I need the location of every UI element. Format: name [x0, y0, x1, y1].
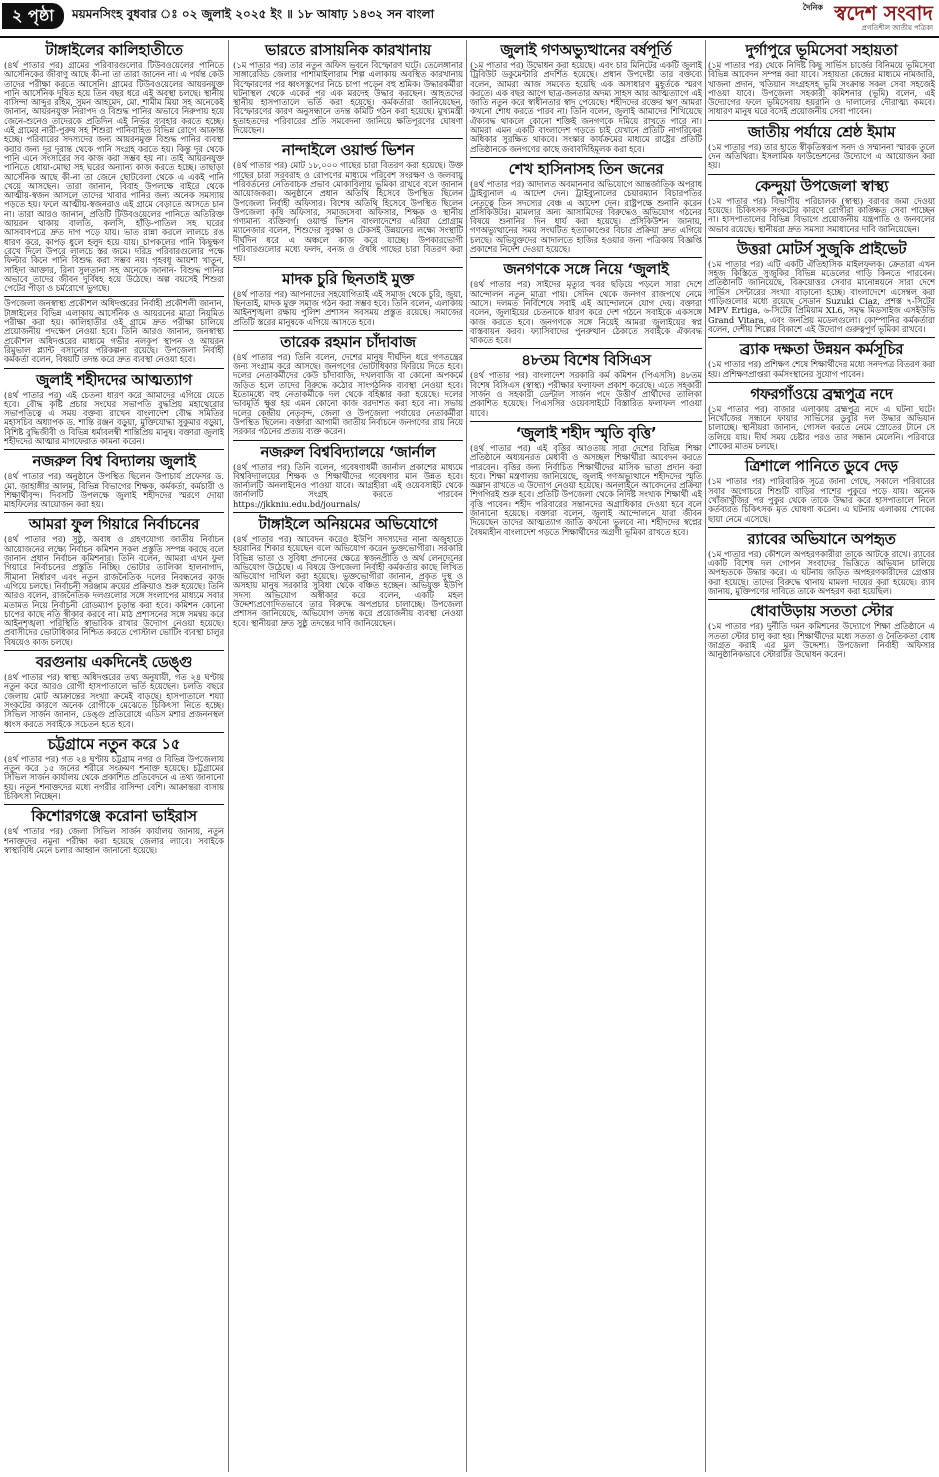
article-body: (১ম পাতার পর) বিভাগীয় পরিচালক (স্বাস্থ্য) বরাবর জমা দেওয়া হয়েছে। চিকিৎসক সংকটের কারণে রোগীরা কাঙ্ক্ষিত সেবা পাচ্ছেন না। হাসপাতালের বিভিন্ন বিভাগে প্রয়োজনীয় যন্ত্রপাতি ও জনবলের অভাব রয়েছে। স্থানীয়রা দ্রুত সমস্যা সমাধানের দাবি জানিয়েছেন।: [708, 195, 935, 234]
article-body: (৪র্থ পাতার পর) এই চেতনা ধারণ করে আমাদের এগিয়ে যেতে হবে। বৌদ্ধ কৃষ্টি প্রচার সংঘের সভাপতি বুদ্ধপ্রিয় মহাথেরোর সভাপতিত্বে এ সময় বক্তব্য রাখেন বাংলাদেশ বৌদ্ধ সমিতির মহাসচিব অধ্যাপক ড. শান্তি রঞ্জন বড়ুয়া, মুক্তিযোদ্ধা সুকুমার বড়ুয়া, বিশিষ্ট বুদ্ধিজীবী ও বিভিন্ন ধর্মাবলম্বী শান্তিপ্রিয় মানুষ। বক্তারা জুলাই শহীদদের আত্মার মাগফেরাত কামনা করেন।: [4, 389, 224, 446]
headline: ‘জুলাই শহীদ স্মৃতি বৃত্তি’: [515, 423, 657, 442]
headline: শেখ হাসিনাসহ তিন জনের: [508, 159, 664, 178]
masthead-prefix: দৈনিক: [802, 3, 823, 12]
article-body: (১ম পাতার পর) তার নতুন অফিস ভবনে বিস্ফোরণ ঘটে। তেলেঙ্গানার সাঙ্গারেড্ডি জেলার পাশামাইলারাম শিল্প এলাকায় অবস্থিত কারখানায় বিস্ফোরণের পর ধ্বংসস্তূপের নিচে চাপা পড়েন বহু শ্রমিক। উদ্ধারকর্মীরা ঘটনাস্থল থেকে একের পর এক মরদেহ উদ্ধার করছেন। আহতদের স্থানীয় হাসপাতালে ভর্তি করা হয়েছে। কর্মকর্তারা জানিয়েছেন, বিস্ফোরণের কারণ অনুসন্ধানে তদন্ত কমিটি গঠন করা হয়েছে। মুখ্যমন্ত্রী হতাহতদের পরিবারের প্রতি সমবেদনা জানিয়ে ক্ষতিপূরণের ঘোষণা দিয়েছেন।: [233, 60, 463, 136]
article-divider: [470, 421, 702, 422]
headline: টাঙ্গাইলের কালিহাতীতে: [45, 41, 183, 59]
article: [708, 41, 935, 117]
headline: ত্রিশালে পানিতে ডুবে দেড়: [745, 457, 898, 476]
article-body: (১ম পাতার পর) এটি একটি ঐতিহাসিক মাইলফলক। ক্রেতারা এখন সহজ কিস্তিতে সুজুকির বিভিন্ন মডেলের গাড়ি কিনতে পারবেন। প্রতিষ্ঠানটি জানিয়েছে, বিক্রয়োত্তর সেবার মানোন্নয়নে সারা দেশে সার্ভিস সেন্টারের সংখ্যা বাড়ানো হচ্ছে। বাংলাদেশে এসেম্বল করা গাড়িগুলোর মধ্যে রয়েছে সেডান Suzuki Ciaz, প্রশস্ত ৭-সিটের MPV Ertiga, ৬-সিটের প্রিমিয়াম XL6, সমৃদ্ধ মিডসাইজ এসইউভি Grand Vitara, এবং জনপ্রিয় মডেলগুলো। কোম্পানির কর্মকর্তারা বলেন, দেশীয় শিল্পের বিকাশে এই উদ্যোগ গুরুত্বপূর্ণ ভূমিকা রাখবে।: [708, 258, 935, 334]
article-body: (১ম পাতার পর) তার হাতে স্বীকৃতিস্বরূপ সনদ ও সম্মাননা স্মারক তুলে দেন অতিথিরা। ইসলামিক ফাউন্ডেশনের উদ্যোগে এ আয়োজন করা হয়।: [708, 141, 935, 171]
article: [233, 41, 463, 135]
article-body: (৪র্থ পাতার পর) সাইদের মৃত্যুর খবর ছড়িয়ে পড়লে সারা দেশে আন্দোলন নতুন মাত্রা পায়। সেদিন থেকে জনগণ রাজপথে নেমে আসে। দলমত নির্বিশেষে সবাই এই আন্দোলনে যোগ দেয়। বক্তারা বলেন, জুলাইয়ের চেতনাকে ধারণ করে দেশ গঠনে সবাইকে একসঙ্গে কাজ করতে হবে। জনগণকে সঙ্গে নিয়েই আমরা জুলাইয়ের স্বপ্ন বাস্তবায়ন করব। ফ্যাসিবাদের পুনরুত্থান ঠেকাতে সবাইকে ঐক্যবদ্ধ থাকতে হবে।: [470, 279, 702, 346]
headline: আমরা ফুল গিয়ারে নির্বাচনের: [28, 515, 200, 534]
headline: চট্টগ্রামে নতুন করে ১৫: [47, 734, 181, 753]
article-body: (৪র্থ পাতার পর) আবেদন করেও ইউপি সদস্যদের নানা অজুহাতে হয়রানির শিকার হয়েছেন বলে অভিযোগ করেন ভুক্তভোগীরা। সরকারি বিভিন্ন ভাতা ও সুবিধা প্রদানের ক্ষেত্রে স্বজনপ্রীতি ও অর্থ লেনদেনের অভিযোগ উঠেছে। এ বিষয়ে উপজেলা নির্বাহী কর্মকর্তার কাছে লিখিত অভিযোগ দাখিল করা হয়েছে। ভুক্তভোগীরা জানান, প্রকৃত দুস্থ ও অসহায় মানুষ সরকারি সুবিধা থেকে বঞ্চিত হচ্ছেন। অভিযুক্ত ইউপি সদস্য অভিযোগ অস্বীকার করে বলেন, একটি মহল উদ্দেশ্যপ্রণোদিতভাবে তার বিরুদ্ধে অপপ্রচার চালাচ্ছে। উপজেলা প্রশাসন জানিয়েছে, অভিযোগ তদন্ত করে প্রয়োজনীয় ব্যবস্থা নেওয়া হবে। স্থানীয়রা দ্রুত সুষ্ঠু তদন্তের দাবি জানিয়েছেন।: [233, 533, 463, 628]
article: [470, 348, 702, 417]
headline: ধোবাউড়ায় সততা স্টোর: [749, 602, 894, 621]
article-divider: [708, 237, 935, 238]
article-body: (১ম পাতার পর) প্রশিক্ষণ শেষে শিক্ষার্থীদের মধ্যে সনদপত্র বিতরণ করা হয়। প্রশিক্ষণপ্রাপ্তরা কর্মসংস্থানের সুযোগ পাবেন।: [708, 359, 935, 379]
article: [708, 382, 935, 451]
article-divider: [708, 527, 935, 528]
article: [4, 512, 224, 647]
article-body: (৪র্থ পাতার পর) আদালত অবমাননার অভিযোগে আন্তর্জাতিক অপরাধ ট্রাইব্যুনাল এ আদেশ দেন। ট্রাইব্যুনালের চেয়ারম্যান বিচারপতির নেতৃত্বে তিন সদস্যের বেঞ্চ এ আদেশ দেন। রাষ্ট্রপক্ষে শুনানি করেন প্রসিকিউটর। মামলার অন্য আসামিদের বিরুদ্ধেও অভিযোগ গঠনের বিষয়ে শুনানির দিন ধার্য করা হয়েছে। প্রসিকিউশন জানায়, গণঅভ্যুত্থানের সময় সংঘটিত হত্যাকাণ্ডের বিচার প্রক্রিয়া দ্রুত এগিয়ে চলছে। অভিযুক্তদের আদালতে হাজির হওয়ার জন্য পত্রিকায় বিজ্ঞপ্তি প্রকাশের নির্দেশ দেওয়া হয়েছে।: [470, 178, 702, 255]
article: [708, 527, 935, 596]
headline: নান্দাইলে ওয়ার্ল্ড ভিশন: [282, 141, 414, 160]
article-divider: [708, 337, 935, 338]
article: [4, 449, 224, 509]
headline: কিশোরগঞ্জে করোনা ভাইরাস: [31, 807, 197, 826]
article: [233, 512, 463, 628]
article-divider: [4, 650, 224, 651]
article-divider: [708, 599, 935, 600]
masthead-tagline: প্রগতিশীল জাতীয় পত্রিকা: [861, 24, 933, 32]
article-body: (১ম পাতার পর) দুর্নীতি দমন কমিশনের উদ্যোগে শিক্ষা প্রতিষ্ঠানে এ সততা স্টোর চালু করা হয়। শিক্ষার্থীদের মধ্যে সততা ও নৈতিকতা বোধ জাগ্রত করাই এর মূল উদ্দেশ্য। উপজেলা নির্বাহী অফিসার আনুষ্ঠানিকভাবে স্টোরটির উদ্বোধন করেন।: [708, 621, 935, 660]
article-body: (১ম পাতার পর) কৌশলে অপহরণকারীরা তাকে আটকে রাখে। র‌্যাবের একটি বিশেষ দল গোপন সংবাদের ভিত্তিতে অভিযান চালিয়ে অপহৃতকে উদ্ধার করে। এ ঘটনায় জড়িত অপহরণকারীদের গ্রেপ্তার করা হয়েছে। তাদের বিরুদ্ধে থানায় মামলা দায়ের করা হয়েছে। র‌্যাব জানায়, মুক্তিপণের দাবিতে তাকে অপহরণ করা হয়েছিল।: [708, 548, 935, 596]
headline: র‌্যাবের অভিযানে অপহৃত: [747, 529, 896, 548]
article-divider: [470, 257, 702, 258]
article: [470, 41, 702, 154]
article: [708, 120, 935, 171]
article-body: (১ম পাতার পর) পারিবারিক সূত্রে জানা গেছে, সকালে পরিবারের সবার অগোচরে শিশুটি বাড়ির পাশের পুকুরে পড়ে যায়। অনেক খোঁজাখুঁজির পর পুকুর থেকে তাকে উদ্ধার করে হাসপাতালে নিলে কর্তব্যরত চিকিৎসক মৃত ঘোষণা করেন। এ ঘটনায় এলাকায় শোকের ছায়া নেমে এসেছে।: [708, 476, 935, 524]
article-divider: [470, 157, 702, 158]
article-body: (৪র্থ পাতার পর) সুষ্ঠু, অবাধ ও গ্রহণযোগ্য জাতীয় নির্বাচন আয়োজনের লক্ষ্যে নির্বাচন কমিশন সকল প্রস্তুতি সম্পন্ন করছে বলে জানান প্রধান নির্বাচন কমিশনার। তিনি বলেন, আমরা এখন ফুল গিয়ারে নির্বাচনের প্রস্তুতি নিচ্ছি। ভোটার তালিকা হালনাগাদ, সীমানা নির্ধারণ এবং নতুন রাজনৈতিক দলের নিবন্ধনের কাজ এগিয়ে চলছে। নির্বাচনী সরঞ্জাম ক্রয়ের প্রক্রিয়াও শুরু হয়েছে। তিনি আরও বলেন, রাজনৈতিক দলগুলোর সঙ্গে সংলাপের মাধ্যমে সবার মতামত নিয়ে নির্বাচনী রোডম্যাপ চূড়ান্ত করা হবে। কমিশন কোনো চাপের কাছে নতি স্বীকার করবে না। মাঠ প্রশাসনের সঙ্গে সমন্বয় করে আইনশৃঙ্খলা পরিস্থিতি স্বাভাবিক রাখার উদ্যোগ নেওয়া হয়েছে। প্রবাসীদের ভোটাধিকার নিশ্চিত করতে পোস্টাল ভোটিং ব্যবস্থা চালুর বিষয়েও কাজ চলছে।: [4, 534, 224, 647]
article-body: (৪র্থ পাতার পর) এই বৃত্তির আওতায় সারা দেশের বিভিন্ন শিক্ষা প্রতিষ্ঠানে অধ্যয়নরত মেধাবী ও অসচ্ছল শিক্ষার্থীরা আবেদন করতে পারবেন। বৃত্তির জন্য নির্বাচিত শিক্ষার্থীদের মাসিক ভাতা প্রদান করা হবে। শিক্ষা মন্ত্রণালয় জানিয়েছে, জুলাই গণঅভ্যুত্থানে শহীদদের স্মৃতি অম্লান রাখতে এ উদ্যোগ নেওয়া হয়েছে। অনলাইনে আবেদনের প্রক্রিয়া শিগগিরই শুরু হবে। প্রতিটি উপজেলা থেকে নির্দিষ্ট সংখ্যক শিক্ষার্থী এই বৃত্তি পাবেন। শহীদ পরিবারের সন্তানদের অগ্রাধিকার দেওয়া হবে বলে জানানো হয়েছে। বক্তারা বলেন, জুলাই আন্দোলনে যারা জীবন দিয়েছেন তাদের আত্মত্যাগ জাতি কখনো ভুলবে না। শহীদদের স্বপ্নের বৈষম্যহীন বাংলাদেশ গড়তে শিক্ষার্থীদের অগ্রণী ভূমিকা রাখতে হবে।: [470, 442, 702, 537]
article-body: (৪র্থ পাতার পর) তিনি বলেন, দেশের মানুষ দীর্ঘদিন ধরে গণতন্ত্রের জন্য সংগ্রাম করে আসছে। জনগণের ভোটাধিকার ফিরিয়ে দিতে হবে। দলের নেতাকর্মীদের কেউ চাঁদাবাজি, দখলবাজি বা কোনো অপকর্মে জড়িত হলে তাদের বিরুদ্ধে কঠোর সাংগঠনিক ব্যবস্থা নেওয়া হবে। ইতোমধ্যে বহু নেতাকর্মীকে দল থেকে বহিষ্কার করা হয়েছে। দলের ভাবমূর্তি ক্ষুণ্ণ হয় এমন কোনো কাজ বরদাশত করা হবে না। সভায় দলের কেন্দ্রীয় নেতৃবৃন্দ, জেলা ও উপজেলা পর্যায়ের নেতাকর্মীরা উপস্থিত ছিলেন। বক্তারা আগামী জাতীয় নির্বাচনে জনগণের রায় নিয়ে সরকার গঠনের প্রত্যয় ব্যক্ত করেন।: [233, 351, 463, 437]
headline: তারেক রহমান চাঁদাবাজ: [280, 332, 416, 351]
article-divider: [233, 138, 463, 139]
article-body: (৪র্থ পাতার পর) জেলা সিভিল সার্জন কার্যালয় জানায়, নতুন শনাক্তদের নমুনা পরীক্ষা করা হয়েছে জেলার ল্যাবে। সবাইকে স্বাস্থ্যবিধি মেনে চলার আহ্বান জানানো হয়েছে।: [4, 826, 224, 855]
headline: মাদক চুরি ছিনতাই মুক্ত: [282, 269, 414, 288]
headline: ৪৮তম বিশেষ বিসিএস: [521, 351, 651, 370]
article-divider: [708, 120, 935, 121]
article: [233, 440, 463, 509]
article-divider: [708, 454, 935, 455]
article-divider: [708, 174, 935, 175]
article-body: (৪র্থ পাতার পর) গ্রামের পরিবারগুলোর টিউবওয়েলের পানিতে আর্সেনিকের জীবাণু আছে কী-না তা তারা জানেন না। এ পর্যন্ত কেউ তাদের পরীক্ষা করতে আসেনি। গ্রামের টিউবওয়েলের আয়রনযুক্ত পানি আর্সেনিক দূষিত হয়ে তিন বছর ধরে এই অবস্থা চলছে। স্থানীয় বাসিন্দা আব্দুর রহিম, সুমন আহমেদ, মো. শামীম মিয়া সহ অনেকেই জানান, আয়রনযুক্ত নিরাপদ ও বিশুদ্ধ পানির অভাবে নিরুপায় হয়ে জেনে-শুনেও তাদেরকে প্রতিদিন এই নির্ভর ব্যবহার করতে হচ্ছে। এই গ্রামের নারী-পুরুষ সহ শিশুরা পানিবাহিত বিভিন্ন রোগে আক্রান্ত হচ্ছে। পরিবারের সদস্যদের জন্য আয়রনমুক্ত বিশুদ্ধ পানির ব্যবস্থা করার জন্য দূর দূরান্ত থেকে পানি সংগ্রহ করতে হয়। কিন্তু দূর থেকে পানি এনে সংসারের সব কাজ করা সম্ভব হয় না। তাই আয়রনযুক্ত পানিতে ধোয়া-মোছা সহ ঘরের অন্যান্য কাজ করতে হচ্ছে। তাছাড়া আর্সেনিক আছে কী-না তা জেনে ছোটবেলা থেকে এ একই পানি খেয়ে আসছেন। তারা জানান, বিবাহ উপলক্ষে বাইরে থেকে আত্মীয়-স্বজন আসলে তাদের খাবার পানির জন্য অনেক সমস্যায় পড়তে হয়। ফলে আত্মীয়-স্বজনরাও এই গ্রামে বেড়াতে আসতে চান না। তারা আরও জানান, প্রতিটি টিউবওয়েলের পানিতে অতিরিক্ত আয়রন থাকায় বালতি, কলসি, হাঁড়ি-পাতিল সহ ঘরের আসবাবপত্রে দ্রুত দাগ পড়ে যায়। ভাত রান্না করলে লালচে রঙ ধারণ করে, কাপড় ধুলে হলুদ হয়ে যায়। চাপকলের পানি কিছুক্ষণ রেখে দিলে উপরে লালচে স্তর জমে। দরিদ্র পরিবারগুলোর পক্ষে ফিল্টার কিনে পানি বিশুদ্ধ করা সম্ভব নয়। গৃহবধূ আয়শা খাতুন, সাহিদা আক্তার, রিনা সুলতানা সহ অনেকে জানান- বিশুদ্ধ পানির অভাবে তাদের জীবন দুর্বিষহ হয়ে উঠেছে। অল্প বয়সেই শিশুরা পেটের পীড়া ও চর্মরোগে ভুগছে।: [4, 60, 224, 294]
article-divider: [233, 512, 463, 513]
column-1: [4, 40, 224, 1472]
dateline: ময়মনসিংহ বুধবার ঃ ০২ জুলাই ২০২৫ ইং ॥ ১৮ আষাঢ় ১৪৩২ সন বাংলা: [72, 7, 435, 21]
article-body: (৪র্থ পাতার পর) গত ২৪ ঘণ্টায় চট্টগ্রাম নগর ও বিভিন্ন উপজেলায় নতুন করে ১৫ জনের শরীরে সংক্রমণ শনাক্ত হয়েছে। চট্টগ্রামের সিভিল সার্জন কার্যালয় থেকে প্রকাশিত প্রতিবেদনে এ তথ্য জানানো হয়। নতুন শনাক্তদের মধ্যে নগরীর বাসিন্দা বেশি। আক্রান্তরা বাসায় চিকিৎসা নিচ্ছেন।: [4, 753, 224, 801]
article: [470, 257, 702, 345]
article: [4, 41, 224, 293]
article-divider: [4, 732, 224, 733]
article-divider: [470, 348, 702, 349]
headline: নজরুল বিশ্ব বিদ্যালয় জুলাই: [32, 452, 196, 471]
article-body: (৪র্থ পাতার পর) আপনাদের সহযোগিতাই এই সমাজ থেকে চুরি, জুয়া, ছিনতাই, মাদক মুক্ত সমাজ গঠন করা সম্ভব হবে। তিনি বলেন, এলাকায় আইনশৃঙ্খলা রক্ষায় পুলিশ প্রশাসন সবসময় প্রস্তুত রয়েছে। সমাজের প্রতিটি স্তরের মানুষকে এগিয়ে আসতে হবে।: [233, 288, 463, 327]
column-3: [470, 40, 702, 1472]
article-divider: [4, 512, 224, 513]
article: [708, 599, 935, 659]
article-body: (১ম পাতার পর) বাজার এলাকায় ব্রহ্মপুত্র নদে এ ঘটনা ঘটে। নিখোঁজের সন্ধানে ফায়ার সার্ভিসের ডুবুরি দল উদ্ধার অভিযান চালাচ্ছে। স্থানীয়রা জানান, গোসল করতে নেমে স্রোতের টানে সে তলিয়ে যায়। দীর্ঘ সময় চেষ্টার পরও তার সন্ধান মেলেনি। পরিবারে শোকের মাতম চলছে।: [708, 403, 935, 452]
article-body: (১ম পাতার পর) উদ্বোধন করা হয়েছে। এবং চার মিনিটের একটি জুলাই ট্রিবিউট ডকুমেন্টারি প্রদর্শিত হয়েছে। প্রধান উপদেষ্টা তার বক্তব্যে বলেন, আমরা আজ সমবেত হয়েছি এক অসাধারণ মুহূর্তকে স্মরণ করতে। এক বছর আগে ছাত্র-জনতার অদম্য সাহস আর আত্মত্যাগে এই জাতি নতুন করে স্বাধীনতার স্বাদ পেয়েছে। শহীদদের রক্তের ঋণ আমরা কখনো শোধ করতে পারব না। তিনি বলেন, জুলাই আমাদের শিখিয়েছে ঐক্যবদ্ধ থাকলে কোনো শক্তিই জনগণকে দমিয়ে রাখতে পারে না। আমরা এমন একটি বাংলাদেশ গড়তে চাই যেখানে প্রতিটি নাগরিকের অধিকার সুরক্ষিত থাকবে। সংস্কার কার্যক্রমের মাধ্যমে রাষ্ট্রের প্রতিটি প্রতিষ্ঠানকে জনগণের কাছে জবাবদিহিমূলক করা হবে।: [470, 60, 702, 154]
article-divider: [233, 267, 463, 268]
headline: কেন্দুয়া উপজেলা স্বাস্থ্য: [754, 176, 889, 195]
headline: ভারতে রাসায়নিক কারখানায়: [265, 41, 431, 59]
article-body: (৪র্থ পাতার পর) মোট ১৮,০০০ গাছের চারা বিতরণ করা হয়েছে। উক্ত গাছের চারা সরবরাহ ও রোপণের মাধ্যমে পরিবেশ সংরক্ষণ ও জলবায়ু পরিবর্তনের নেতিবাচক প্রভাব মোকাবিলায় ভূমিকা রাখবে বলে জানান আয়োজকরা। অনুষ্ঠানে প্রধান অতিথি হিসেবে উপস্থিত ছিলেন উপজেলা নির্বাহী অফিসার। বিশেষ অতিথি হিসেবে উপস্থিত ছিলেন উপজেলা কৃষি অফিসার, সমাজসেবা অফিসার, শিক্ষক ও স্থানীয় গণ্যমান্য ব্যক্তিবর্গ। ওয়ার্ল্ড ভিশন বাংলাদেশের এরিয়া প্রোগ্রাম ম্যানেজার বলেন, শিশুদের সুরক্ষা ও টেকসই উন্নয়নের লক্ষ্যে সংস্থাটি দীর্ঘদিন ধরে এ অঞ্চলে কাজ করে যাচ্ছে। উপকারভোগী পরিবারগুলোর মধ্যে ফলদ, বনজ ও ঔষধি গাছের চারা বিতরণ করা হয়।: [233, 160, 463, 264]
article-body: (৪র্থ পাতার পর) বাংলাদেশ সরকারি কর্ম কমিশন (পিএসসি) ৪৮তম বিশেষ বিসিএস (স্বাস্থ্য) পরীক্ষার ফলাফল প্রকাশ করেছে। এতে সহকারী সার্জন ও সহকারী ডেন্টাল সার্জন পদে উত্তীর্ণ প্রার্থীদের তালিকা প্রকাশিত হয়েছে। পিএসসির ওয়েবসাইটে বিস্তারিত ফলাফল পাওয়া যাবে।: [470, 370, 702, 418]
masthead-title: স্বদেশ সংবাদ: [834, 1, 933, 25]
article: [4, 732, 224, 801]
article-body: (৪র্থ পাতার পর) তিনি বলেন, গবেষণাধর্মী জার্নাল প্রকাশের মাধ্যমে বিশ্ববিদ্যালয়ের শিক্ষক ও শিক্ষার্থীদের গবেষণার মান উন্নত হবে। জার্নালটি অনলাইনেও পাওয়া যাবে। আগ্রহীরা এই ওয়েবসাইট থেকে জার্নালটি সংগ্রহ করতে পারবেন https://jkkniu.edu.bd/journals/: [233, 461, 463, 509]
article-divider: [708, 382, 935, 383]
headline: জাতীয় পর্যায়ে শ্রেষ্ঠ ইমাম: [747, 122, 896, 141]
article: [708, 237, 935, 334]
article-body: (৪র্থ পাতার পর) স্বাস্থ্য অধিদপ্তরের তথ্য অনুযায়ী, গত ২৪ ঘণ্টায় নতুন করে আরও রোগী হাসপাতালে ভর্তি হয়েছেন। চলতি বছরে জেলায় মোট আক্রান্তের সংখ্যা ক্রমেই বাড়ছে। হাসপাতালে শয্যা সংকটের কারণে অনেক রোগীকে মেঝেতে চিকিৎসা নিতে হচ্ছে। সিভিল সার্জন জানান, ডেঙ্গু প্রতিরোধে এডিস মশার প্রজননস্থল ধ্বংস করতে সবাইকে সচেতন হতে হবে।: [4, 672, 224, 729]
article-body: (১ম পাতার পর) থেকে নির্দিষ্ট কিছু সার্ভিস চার্জের বিনিময়ে ভূমিসেবা বিভিন্ন আবেদন সম্পন্ন করা যাবে। সহায়তা কেন্দ্রের মাধ্যমে নামজারি, খাজনা প্রদান, খতিয়ান সংগ্রহসহ ভূমি সংক্রান্ত সকল সেবা সহজেই পাওয়া যাবে। উপজেলা সহকারী কমিশনার (ভূমি) বলেন, এই উদ্যোগের ফলে ভূমিসেবায় হয়রানি ও দালালের দৌরাত্ম্য কমবে। সাধারণ মানুষ ঘরে বসেই প্রয়োজনীয় সেবা পাবেন।: [708, 60, 935, 117]
column-2: [233, 40, 463, 1472]
column-divider: [705, 40, 706, 1472]
article: [470, 421, 702, 537]
article-divider: [4, 368, 224, 369]
article-divider: [233, 330, 463, 331]
headline: বরগুনায় একদিনেই ডেঙ্গু: [35, 653, 193, 672]
article: [4, 804, 224, 855]
column-divider: [466, 40, 467, 1472]
article-divider: [233, 440, 463, 441]
article-body: (৪র্থ পাতার পর) অনুষ্ঠানে উপস্থিত ছিলেন উপাচার্য প্রফেসর ড. মো. জাহাঙ্গীর আলম, বিভিন্ন বিভাগের শিক্ষক, কর্মকর্তা, কর্মচারী ও শিক্ষার্থীবৃন্দ। দিবসটি উপলক্ষে জুলাই শহীদদের স্মরণে দোয়া মাহফিলের আয়োজন করা হয়।: [4, 471, 224, 510]
headline: নজরুল বিশ্ববিদ্যালয়ে ‘জার্নাল: [260, 442, 436, 461]
article-body: উপজেলা জনস্বাস্থ্য প্রকৌশল অধিদপ্তরের নির্বাহী প্রকৌশলী জানান, টাঙ্গাইলের বিভিন্ন এলাকায় আর্সেনিক ও আয়রনের মাত্রা নিয়মিত পরীক্ষা করা হয়। কালিহাতীর ওই গ্রামে দ্রুত পরীক্ষা চালিয়ে প্রয়োজনীয় পদক্ষেপ নেওয়া হবে। তিনি আরও জানান, জনস্বাস্থ্য প্রকৌশল অধিদপ্তরের মাধ্যমে গভীর নলকূপ স্থাপন ও আয়রন রিমুভাল প্ল্যান্ট বসানোর পরিকল্পনা রয়েছে। উপজেলা নির্বাহী কর্মকর্তা বলেন, বিষয়টি তদন্ত করে দ্রুত ব্যবস্থা নেওয়া হবে।: [4, 298, 224, 365]
article-divider: [4, 804, 224, 805]
article: [708, 454, 935, 523]
page-number: ২ পৃষ্ঠা: [2, 3, 64, 29]
headline: ব্র্যাক দক্ষতা উন্নয়ন কর্মসূচির: [739, 340, 904, 359]
headline: উত্তরা মোটর্স সুজুকি প্রাইভেট: [736, 239, 907, 258]
masthead: [793, 2, 933, 32]
article: [4, 296, 224, 364]
article: [233, 330, 463, 437]
article-divider: [4, 296, 224, 297]
headline: জুলাই গণঅভ্যুত্থানের বর্ষপূর্তি: [500, 41, 672, 59]
column-4: [708, 40, 935, 1472]
article-divider: [4, 449, 224, 450]
headline: জনগণকে সঙ্গে নিয়ে ‘জুলাই: [503, 260, 669, 279]
headline: টাঙ্গাইলে অনিয়মের অভিযোগে: [258, 514, 438, 533]
column-divider: [228, 40, 229, 1472]
article: [708, 337, 935, 379]
headline: গফরগাঁওয়ে ব্রহ্মপুত্র নদে: [750, 384, 893, 403]
article: [708, 174, 935, 234]
headline: জুলাই শহীদদের আত্মত্যাগ: [36, 370, 192, 389]
headline: দুর্গাপুরে ভূমিসেবা সহায়তা: [745, 41, 898, 59]
article: [233, 267, 463, 327]
article: [4, 650, 224, 729]
article: [470, 157, 702, 254]
article: [4, 368, 224, 447]
page-header: [0, 0, 939, 38]
article: [233, 138, 463, 263]
